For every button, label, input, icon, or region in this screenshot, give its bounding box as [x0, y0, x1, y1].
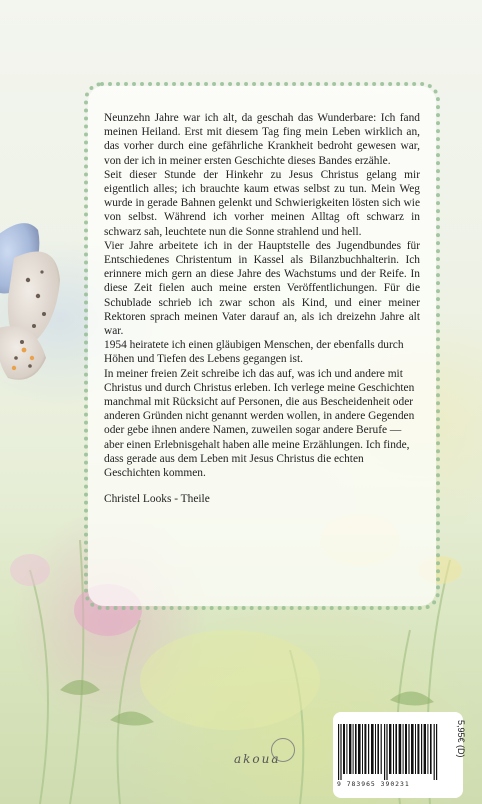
paragraph: Vier Jahre arbeitete ich in der Hauptstelle des Jugendbundes für Entschiedenes Christentum in Kassel als Bilanzbuchhalterin. Ich erinnere mich gern an diese Jahre des Wachstums und der Reife. In diese Zeit fielen auch meine ersten Veröffentlichungen. Für die Schublade schrieb ich zwar schon als Kind, und einer meiner Rektoren sprach meinen Vater darauf an, als ich dreizehn Jahre alt war. — [104, 239, 420, 338]
paragraph: Neunzehn Jahre war ich alt, da geschah das Wunderbare: Ich fand meinen Heiland. Erst mit diesem Tag fing mein Leben wirklich an, das vorher durch eine gefährliche Krankheit bedroht gewesen war, von der ich in meiner ersten Geschichte dieses Bandes erzähle. — [104, 112, 420, 167]
paragraph: 1954 heiratete ich einen gläubigen Menschen, der ebenfalls durch Höhen und Tiefen des Lebens gegangen ist. — [104, 339, 404, 366]
publisher-logo: akoua — [234, 752, 281, 766]
barcode-digits: 9 783965 390231 — [337, 780, 410, 788]
price-label-wrapper — [454, 720, 468, 790]
barcode-icon — [338, 724, 438, 780]
author-signature: Christel Looks - Theile — [104, 493, 210, 506]
paragraph: In meiner freien Zeit schreibe ich das auf, was ich und andere mit Christus und durch Christus erleben. Ich verlege meine Geschichten manchmal mit Rücksicht auf Personen, die aus Bescheidenheit oder anderen Gründen nicht genannt werden wollen, in andere Gegenden oder gebe ihnen andere Namen, zuweilen sogar andere Berufe — aber einen Erlebnisgehalt haben alle meine Erzählungen. Ich finde, dass gerade aus dem Leben mit Jesus Christus die echten Geschichten kommen. — [104, 367, 415, 480]
price-label: 5,95€ (D) — [456, 720, 466, 758]
back-cover-text — [104, 111, 420, 506]
paragraph: Seit dieser Stunde der Hinkehr zu Jesus Christus gelang mir eigentlich alles; ich brauchte kaum etwas selbst zu tun. Mein Weg wurde in gerade Bahnen gelenkt und Schwierigkeiten lösten sich wie von selbst. Während ich vorher meinen Alltag oft schwarz in schwarz sah, leuchtete nun die Sonne strahlend und hell. — [104, 168, 420, 238]
butterfly-illustration — [0, 218, 66, 388]
